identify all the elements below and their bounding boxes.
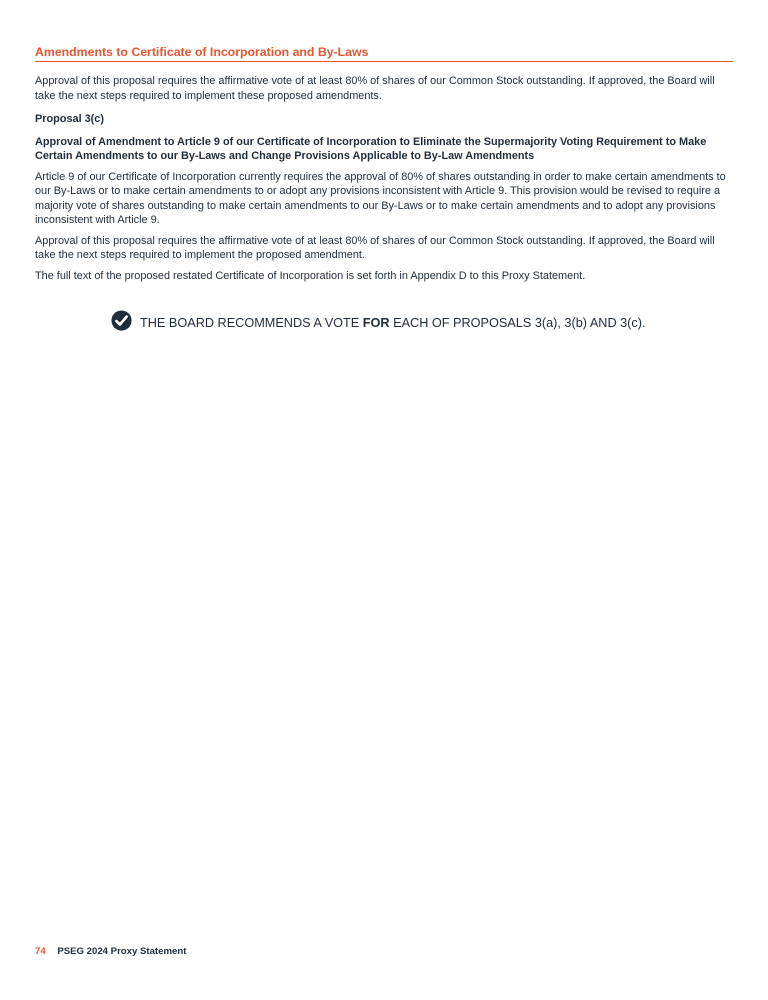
recommendation-prefix: THE BOARD RECOMMENDS A VOTE bbox=[140, 315, 363, 330]
recommendation-text bbox=[140, 311, 646, 331]
board-recommendation bbox=[111, 310, 646, 331]
approval-paragraph-first: Approval of this proposal requires the affirmative vote of at least 80% of shares of our Common Stock outstanding. If approved, the Board will take the next steps required to implement these proposed amendments. bbox=[35, 75, 715, 102]
document-page bbox=[35, 44, 733, 283]
document-name: PSEG 2024 Proxy Statement bbox=[57, 946, 187, 957]
page-number: 74 bbox=[35, 946, 46, 957]
full-text-note: The full text of the proposed restated Certificate of Incorporation is set forth in Appendix D to this Proxy Statement. bbox=[35, 269, 586, 282]
article-description-paragraph: Article 9 of our Certificate of Incorporation currently requires the approval of 80% of shares outstanding in order to make certain amendments to our By-Laws or to make certain amendments to or adopt any provisions inconsistent with Article 9. This provision would be revised to require a majority vote of shares outstanding to make certain amendments to our By-Laws or to make certain amendments and to adopt any provisions inconsistent with Article 9. bbox=[35, 170, 726, 226]
approval-paragraph-second: Approval of this proposal requires the affirmative vote of at least 80% of shares of our Common Stock outstanding. If approved, the Board will take the next steps required to implement the proposed amendment. bbox=[35, 234, 715, 261]
section-title: Amendments to Certificate of Incorporation and By-Laws bbox=[35, 44, 733, 62]
page-footer bbox=[35, 946, 186, 958]
proposal-heading: Approval of Amendment to Article 9 of our Certificate of Incorporation to Eliminate the Supermajority Voting Requirement to Make Certain Amendments to our By-Laws and Change Provisions Applicable to By-Law Amendments bbox=[35, 135, 707, 162]
checkmark-circle-icon bbox=[111, 310, 132, 331]
recommendation-suffix: EACH OF PROPOSALS 3(a), 3(b) AND 3(c). bbox=[389, 315, 646, 330]
recommendation-emphasis: FOR bbox=[362, 315, 390, 330]
proposal-label: Proposal 3(c) bbox=[35, 113, 104, 125]
